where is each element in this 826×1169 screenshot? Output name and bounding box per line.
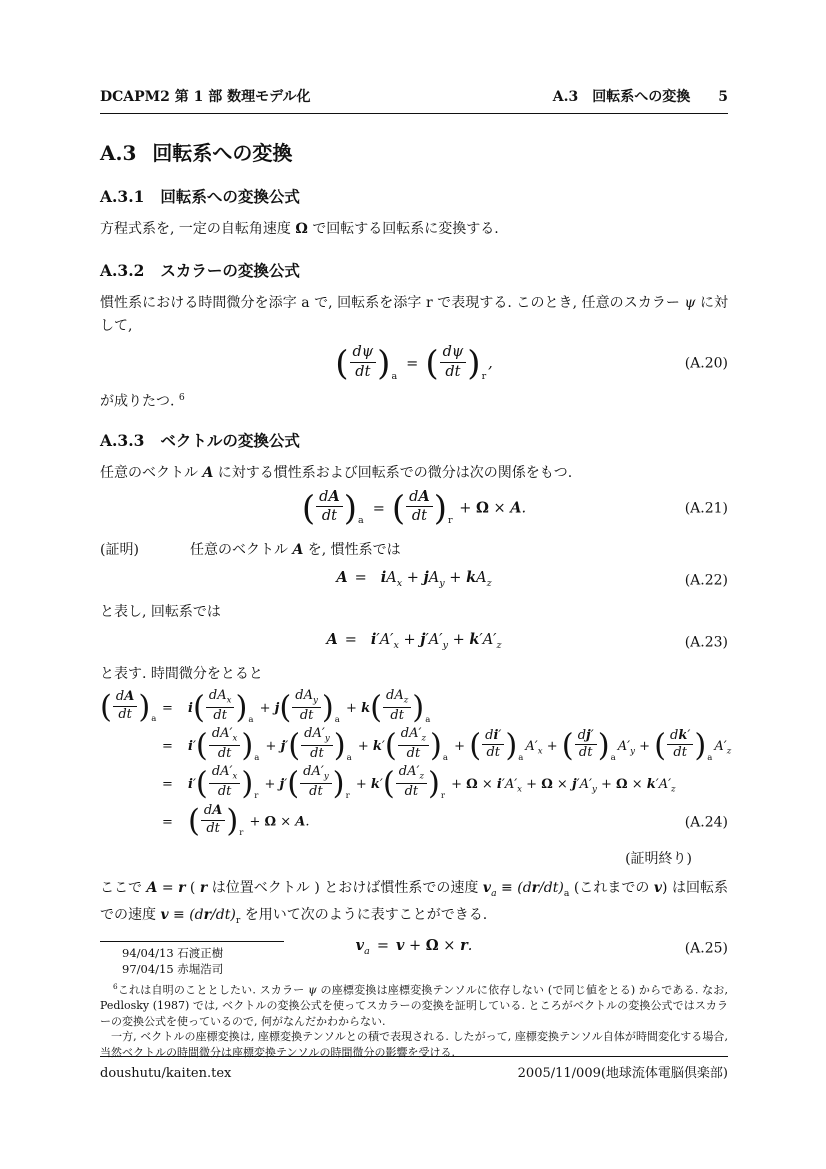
equation-a22-body: $A = iA_x + jA_y + kA_z$ [336,569,492,590]
equation-rhs: i′( $\frac{dA'_x}{dt}$ )$_a + j'$( $\frac{dA'_y}{dt}$ )$_a + k'$( $\frac{dA'_z}{dt}$ )$_a$ + ( $\frac{di'}{dt}$ )$_aA'_x$ + ( $\frac{dj'}{dt}$ )$_aA'_y$ + ( $\frac{dk'}{dt}$ )$_aA'_z$ [188,726,732,764]
subsection-number: A.3.2 [100,261,145,280]
equation-lhs: ( $\frac{dA}{dt}$ )$_a$ [100,689,157,726]
equation-rhs: i′( $\frac{dA'_x}{dt}$ )$_r + j'$( $\frac{dA'_y}{dt}$ )$_r + k'$( $\frac{dA'_z}{dt}$ )$_r + \Omega \times i'A'_x + \Omega \times j'A'_y + \Omega \times k'A'_z$ [188,764,676,802]
footnote-date-2: 97/04/15 赤堀浩司 [122,961,224,976]
subsection-title: 回転系への変換公式 [160,189,300,206]
paragraph-a32: 慣性系における時間微分を添字 a で, 回転系を添字 r で表現する. このとき, 任意のスカラー ψ に対して, [100,295,728,334]
equation-a25-tag: (A.25) [684,940,728,957]
equation-a21 [100,487,728,531]
header-right [553,88,728,106]
section-number: A.3 [100,141,137,165]
equation-a24-row-2 [100,726,732,766]
footnote-6-paragraph-1: $^6$これは自明のこととしたい. スカラー ψ の座標変換は座標変換テンソルに依存しない (で同じ値をとる) からである. なお, Pedlosky (1987) では, ベクトルの変換公式を使ってスカラーの変換を証明している. ところがベクトルの変換公式ではスカラーの変換公式を使っているので, 何がなんだかわからない. [100,982,728,1028]
equation-a23-body: $A = i'A'_x + j'A'_y + k'A'_z$ [326,631,502,652]
subsection-title: ベクトルの変換公式 [160,432,300,450]
page-footer [100,1056,728,1082]
footer-publisher-date: 2005/11/009(地球流体電脳倶楽部) [517,1066,728,1081]
header-left-title: DCAPM2 第 1 部 数理モデル化 [100,89,311,105]
equation-a24-row-1 [100,690,728,728]
proof-intro-text: 任意のベクトル A を, 慣性系では [190,541,401,558]
paragraph-a32-after: が成りたつ. $^6$ [100,392,185,410]
paragraph-between-2: と表す. 時間微分をとると [100,665,263,682]
subsection-heading-a32 [100,261,728,282]
equation-a21-tag: (A.21) [684,500,728,517]
equation-rhs: ( $\frac{dA}{dt}$ )$_r + \Omega \times A$. [188,803,310,840]
equals-sign: = [162,701,173,717]
equation-rhs: i( $dA_x$ dt )$_a + j$( $dA_y$ dt )$_a + k$( $dA_z$ dt )$_a$ [188,688,431,726]
paragraph-a33: 任意のベクトル A に対する慣性系および回転系での微分は次の関係をもつ. [100,464,573,481]
footnote-6-paragraph-2: 一方, ベクトルの座標変換は, 座標変換テンソルとの積で表現される. したがって, 座標変換テンソル自体が時間変化する場合, 当然ベクトルの時間微分は座標変換テンソルの時間微分の影響を受ける. [100,1030,728,1059]
subsection-number: A.3.1 [100,187,145,206]
header-page-number: 5 [718,89,728,105]
equation-a23-tag: (A.23) [684,634,728,651]
equation-a20-tag: (A.20) [684,355,728,372]
subsection-heading-a31 [100,187,728,208]
footnote-date-1: 94/04/13 石渡正樹 [122,946,224,960]
equation-a24-row-3 [100,766,728,804]
equals-sign: = [162,777,173,793]
paragraph-a31: 方程式系を, 一定の自転角速度 Ω で回転する回転系に変換する. [100,221,499,237]
footnote-rule [100,941,284,942]
equals-sign: = [162,815,173,831]
equation-a24 [100,688,732,842]
section-heading [100,140,728,167]
header-section-title: A.3 回転系への変換 [552,89,691,105]
equation-a20 [100,342,728,386]
equation-a24-tag: (A.24) [684,814,728,831]
paragraph-between-1: と表し, 回転系では [100,603,221,620]
section-title: 回転系への変換 [152,143,293,165]
proof-start-line [100,539,728,562]
equation-a22-tag: (A.22) [684,572,728,589]
subsection-number: A.3.3 [100,430,145,450]
paragraph-velocity: ここで A = r ( r は位置ベクトル ) とおけば慣性系での速度 $v_a \equiv (dr/dt)_a$ (これまでの v) は回転系での速度 $v \equiv (dr/dt)_r$ を用いて次のように表すことができる. [100,879,728,927]
proof-label: (証明) [100,541,139,558]
footnote-block [100,941,728,1060]
equation-a20-body: ( $\frac{d\psi}{dt}$ )$_a=$ ( $\frac{d\psi}{dt}$ )$_r$, [335,344,493,384]
equation-a22 [100,566,728,596]
subsection-title: スカラーの変換公式 [160,263,300,280]
equation-a21-body: ( $\frac{dA}{dt}$ )$_a=$ ( $\frac{dA}{dt}$ )$_r + \Omega \times A$. [301,487,527,529]
equation-a23 [100,628,728,658]
subsection-heading-a33 [100,431,728,452]
proof-end-label: (証明終り) [625,850,692,867]
footer-filename: doushutu/kaiten.tex [100,1066,232,1081]
equation-a24-row-4 [100,804,728,842]
equation-a25-body: $v_a = v + \Omega \times r$. [355,937,473,958]
equals-sign: = [162,739,173,755]
page-header [100,88,728,114]
